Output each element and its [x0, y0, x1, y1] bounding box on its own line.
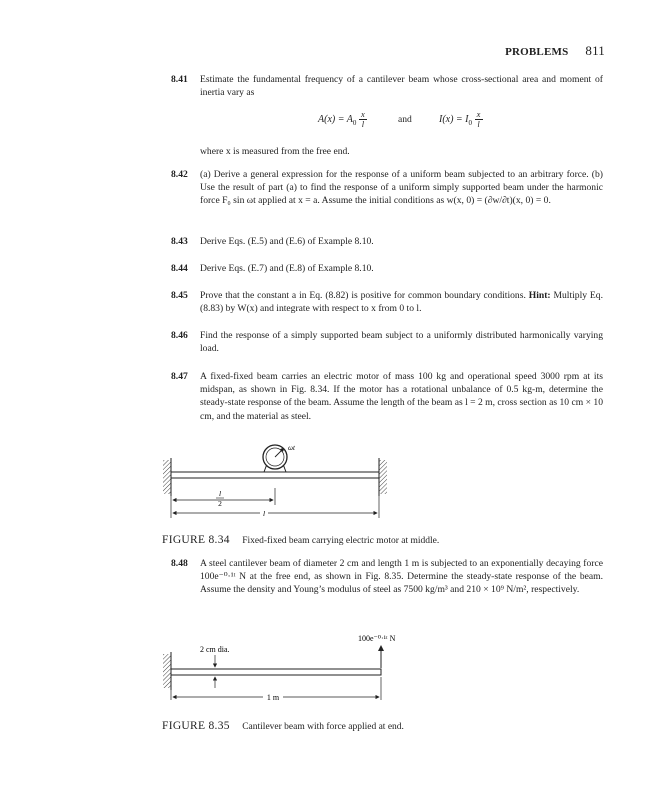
equation-inertia: $I(x) = I_0$ $\frac{x}{l}$ — [439, 110, 483, 129]
problem-text: A steel cantilever beam of diameter 2 cm and length 1 m is subjected to an exponentially decaying force 100e⁻⁰·¹ᵗ N at the free end, as shown in Fig. 8.35. Determine the steady-state response of the beam. Assume the density and Young’s modulus of steel as 7500 kg/m³ and 210 × 10⁹ N/m², respectively. — [200, 558, 603, 596]
problem-number: 8.42 — [171, 169, 188, 180]
problem-number: 8.43 — [171, 236, 188, 247]
problem-text: A fixed-fixed beam carries an electric motor of mass 100 kg and operational speed 3000 rpm at its midspan, as shown in Fig. 8.34. If the motor has a rotational unbalance of 0.5 kg-m, determine the steady-state response of the beam. Assume the length of the beam as l = 2 m, cross section as 10 cm × 10 cm, and the material as steel. — [200, 371, 604, 422]
diameter-label: 2 cm dia. — [200, 645, 230, 654]
figure-8-34-caption — [162, 534, 439, 546]
problem-text — [200, 289, 603, 315]
section-title: PROBLEMS — [505, 46, 569, 58]
half-length-den: 2 — [218, 499, 222, 508]
problem-number: 8.48 — [171, 558, 188, 569]
problem-8-44 — [171, 262, 603, 275]
figure-label: FIGURE 8.34 — [162, 534, 230, 546]
problem-8-41-tail — [171, 145, 603, 158]
figure-8-35-caption — [162, 720, 404, 732]
equation-area: $A(x) = A_0$ $\frac{x}{l}$ — [318, 110, 367, 129]
eq-inertia-lhs: I(x) = I — [439, 113, 469, 125]
fixed-beam — [171, 472, 379, 478]
problem-number: 8.41 — [171, 74, 188, 85]
problem-text: (a) Derive a general expression for the response of a uniform beam subjected to an arbitrary force. (b) Use the result of part (a) to find the response of a uniform simply supported beam under the harmonic force F₀ sin ωt applied at x = a. Assume the initial conditions as w(x, 0) = (∂w/∂t)(x, 0) = 0. — [200, 169, 603, 207]
eq-area-lhs: A(x) = A — [318, 113, 353, 125]
half-length-num: l — [218, 489, 222, 498]
problem-8-47 — [171, 370, 603, 423]
omega-t-label: ωt — [288, 444, 295, 452]
hint-label: Hint: — [528, 290, 551, 301]
problem-number: 8.46 — [171, 330, 188, 341]
problem-8-43 — [171, 235, 603, 248]
figure-caption-text: Cantilever beam with force applied at end. — [242, 722, 404, 732]
eq-fraction: $\frac{x}{l}$ — [359, 110, 367, 129]
problem-text: Estimate the fundamental frequency of a cantilever beam whose cross-sectional area and moment of inertia vary as — [200, 74, 603, 99]
length-label: l — [262, 509, 266, 518]
problem-text: where x is measured from the free end. — [200, 146, 350, 157]
motor-icon — [263, 445, 287, 472]
problem-8-48 — [171, 557, 603, 597]
problem-text: Derive Eqs. (E.7) and (E.8) of Example 8.10. — [200, 263, 374, 274]
problem-8-41 — [171, 73, 603, 99]
left-fixed-support — [163, 460, 171, 494]
figure-8-34-diagram — [160, 430, 400, 530]
problem-number: 8.47 — [171, 371, 188, 382]
equation-and: and — [398, 114, 412, 125]
problem-8-46 — [171, 329, 603, 355]
problem-number: 8.45 — [171, 290, 188, 301]
problem-body: Prove that the constant a in Eq. (8.82) is positive for common boundary conditions. — [200, 290, 526, 301]
problem-text: Derive Eqs. (E.5) and (E.6) of Example 8.10. — [200, 236, 374, 247]
problem-8-45 — [171, 289, 603, 315]
problem-8-42 — [171, 168, 603, 208]
force-label: 100e⁻⁰·¹ᵗ N — [358, 634, 396, 643]
right-fixed-support — [379, 460, 387, 494]
problem-text: Find the response of a simply supported beam subject to a uniformly distributed harmonically varying load. — [200, 330, 603, 355]
figure-8-35-diagram — [160, 628, 400, 710]
eq-fraction: $\frac{x}{l}$ — [475, 110, 483, 129]
length-label: 1 m — [266, 693, 280, 702]
cantilever-beam — [171, 669, 381, 675]
figure-label: FIGURE 8.35 — [162, 720, 230, 732]
page-header — [505, 43, 605, 59]
problem-number: 8.44 — [171, 263, 188, 274]
hint-text: Multiply Eq. (8.83) by W(x) and integrate with respect to x from 0 to l. — [200, 290, 603, 315]
figure-caption-text: Fixed-fixed beam carrying electric motor at middle. — [242, 536, 440, 546]
page-number: 811 — [585, 43, 605, 58]
fixed-support — [163, 654, 171, 688]
